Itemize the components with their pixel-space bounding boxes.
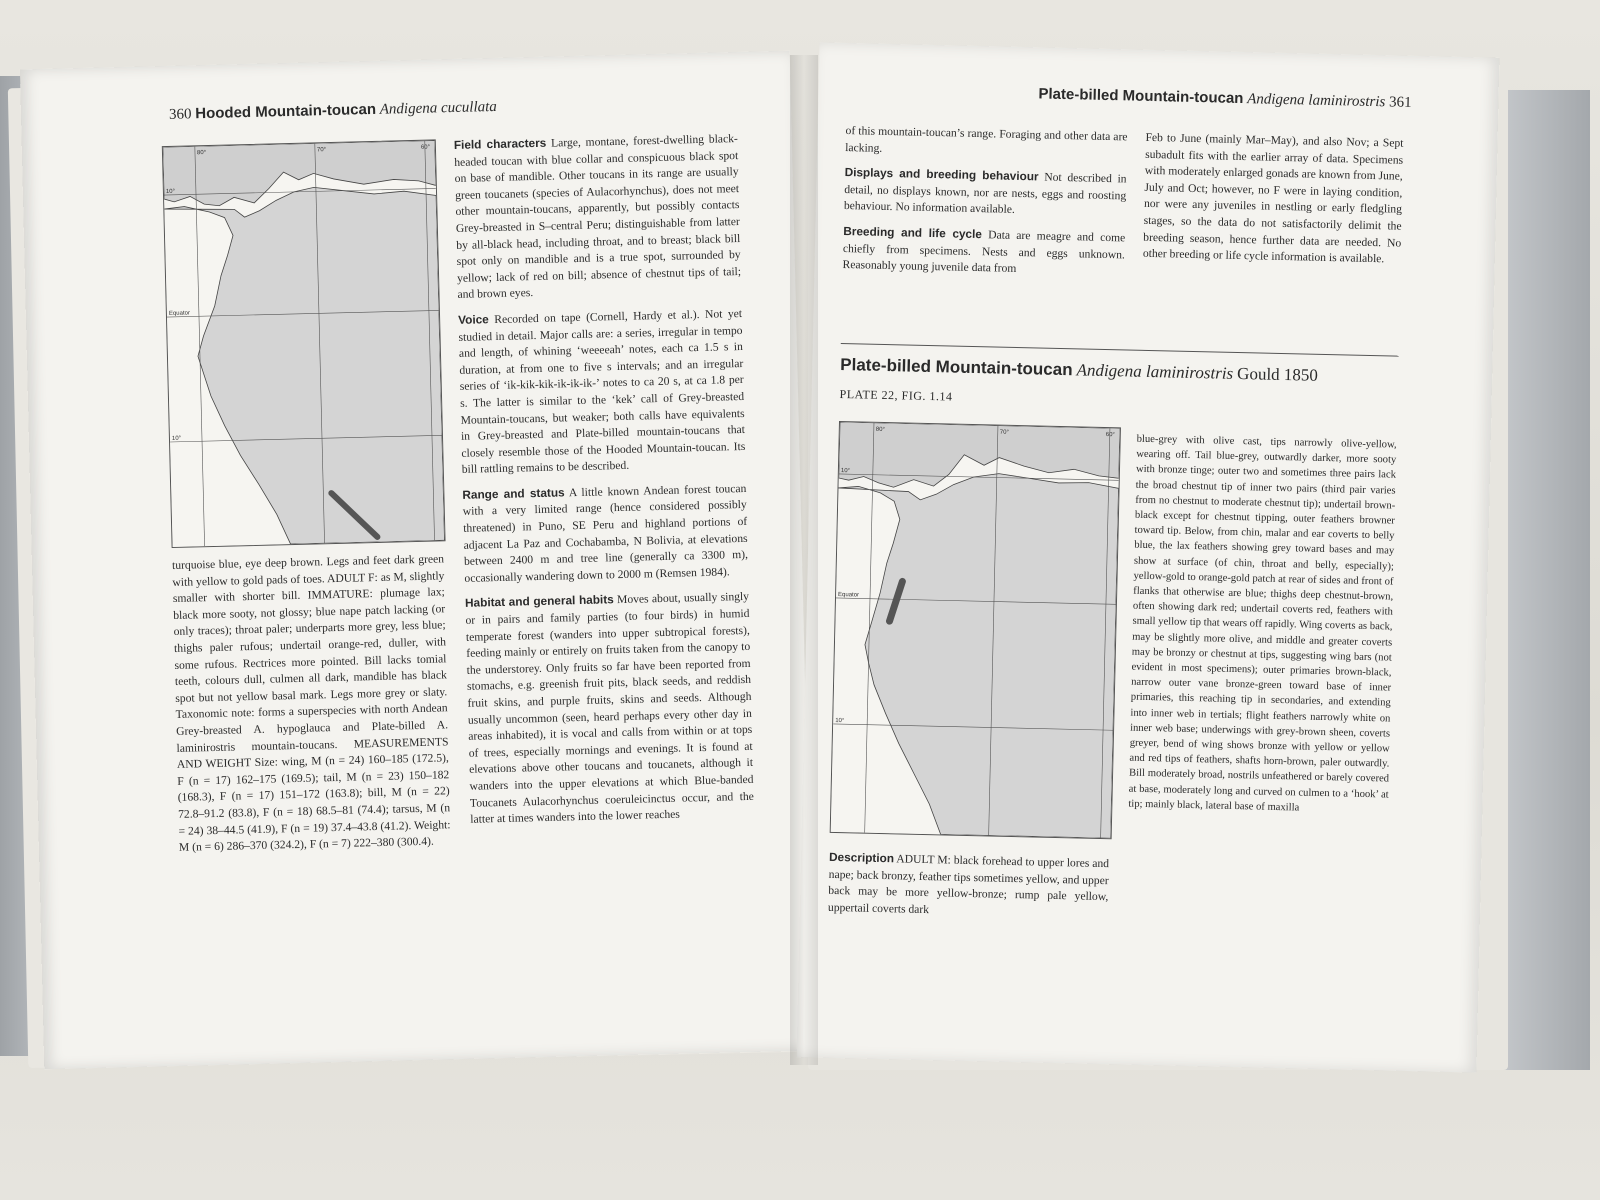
section-heading: Range and status (462, 485, 565, 502)
section-text: A little known Andean forest toucan with a very limited range (hence considered possibly threatened) in Puno, SE Peru and highland portions of adjacent La Paz and Cochabamba, N Bolivia, at elevations between 2400 m and tree line (generally ca 3300 m), occasionally wandering down to 2000 m (Remsen 1984). (462, 481, 749, 585)
page-number: 360 (168, 106, 192, 123)
section-text: Not described in detail, no displays known, nor are nests, eggs and roosting behaviour. No information available. (843, 170, 1127, 217)
section-habitat (465, 588, 755, 828)
range-map-plate-billed (830, 421, 1121, 839)
section-voice (458, 305, 746, 479)
section-field-characters (454, 130, 742, 304)
section-text: Large, montane, forest-dwelling black-headed toucan with blue collar and conspicuous black spot on base of mandible. Other toucans in its range are usually green toucanets (species of Aulacorhynchus), does not meet other mountain-toucans, apparently, but possibly contacts Grey-breasted in S–central Peru; distinguishable from latter by all-black head, including throat, and to breast; black bill spot only on mandible and is a true spot, surrounded by yellow; lack of red on bill; absence of chestnut tips of tail; and brown eyes. (454, 132, 742, 302)
section-heading: Displays and breeding behaviour (844, 165, 1039, 184)
map-lon-label: 60° (420, 144, 431, 151)
map-lon-label: 60° (1105, 432, 1115, 439)
species-authority: Gould 1850 (1236, 363, 1319, 385)
map-lon-label: 70° (316, 147, 327, 154)
right-description-column-b (1128, 432, 1397, 826)
species-scientific-name: Andigena laminirostris (1076, 360, 1234, 383)
book-gutter (790, 55, 818, 1065)
body-paragraph: of this mountain-toucan’s range. Foraging and other data are lacking. (845, 124, 1128, 155)
section-range (462, 480, 748, 587)
body-paragraph: Feb to June (mainly Mar–May), and also Nov; a Sept subadult fits with the earlier array of data. Specimens with moderately enlarged gonads are known from June, July and Oct; however, no F were in laying condition, nor were any juveniles in nestling or early fledgling stages, so the data do not satisfactorily delimit the breeding season, hence further data are needed. No other breeding or life cycle information is available. (1142, 130, 1404, 266)
species-name: Hooded Mountain-toucan (195, 100, 377, 123)
map-lon-label: 70° (999, 429, 1009, 436)
map-lat-label: 10° (840, 468, 851, 475)
section-divider (841, 343, 1399, 357)
section-text: Data are meagre and come chiefly from specimens. Nests and eggs unknown. Reasonably young juvenile data from (842, 228, 1126, 276)
map-lon-label: 80° (875, 426, 885, 433)
body-paragraph: blue-grey with olive cast, tips narrowly olive-yellow, wearing off. Tail blue-grey, outwardly darker, more sooty with bronze tinge; outer two and sometimes three pairs lack the broad chestnut tip of inner two pairs (third pair varies from no chestnut to moderate chestnut tip); undertail brown-black except for chestnut tipping, outer feathers browner toward tip. Below, from chin, malar and ear coverts to belly blue, the lax feathers showing grey toward bases and may show at surface (of chin, throat and belly, especially); yellow-gold to orange-gold patch at rear of sides and front of flanks that otherwise are blue; thighs deep chestnut-brown, often showing dark red; undertail coverts red, feathers with small yellow tip that wears off rapidly. Wing coverts as back, may be slightly more olive, and middle and greater coverts may be bronzy or chestnut at tips, suggesting wing bars (not evident in most specimens); outer primaries brown-black, narrow outer vane bronze-green toward base of inner primaries, this reaching tip in secondaries, and extending into inner web in tertials; flight feathers narrowly white on inner web base; underwings with grey-brown sheen, coverts greyer, bend of wing shows bronze with yellow or yellow and red tips of feathers, shafts horn-brown, paler outwardly. Bill moderately broad, nostrils unfeathered or barely covered at base, moderately long and curved on culmen to a ‘hook’ at tip; mainly black, lateral base of maxilla (1128, 433, 1397, 814)
species-section-title (840, 355, 1318, 386)
right-running-head (1038, 85, 1412, 111)
species-scientific-name: Andigena laminirostris (1246, 91, 1386, 111)
section-heading: Habitat and general habits (464, 592, 614, 611)
map-equator-label: Equator (838, 591, 860, 599)
species-scientific-name: Andigena cucullata (379, 98, 498, 118)
section-text: Moves about, usually singly or in pairs and family parties (to four birds) in humid temperate forest (wanders into upper subtropical forests), feeding mainly or entirely on fruits taken from the canopy to the understorey. Only fruits so far have been reported from stomachs, e.g. greenish fruit pits, black seeds, and reddish fruit skins, and purple fruits, skins and seeds. Although usually uncommon (seen, heard perhaps every other day in areas inhabited), it is vocal and calls from within or at tops of trees, especially mornings and evenings. It is found at elevations above other toucans and toucanets, although it wanders into the upper elevations at which Blue-banded Toucanets Aulacorhynchus coeruleicinctus occur, and the latter at times wanders into the lower reaches (465, 590, 755, 826)
range-map-hooded (162, 139, 446, 548)
right-description-column-a (828, 849, 1110, 931)
section-text: Recorded on tape (Cornell, Hardy et al.). Not yet studied in detail. Major calls are: a series, irregular in tempo and length, of whining ‘weeeeah’ notes, each ca 1.5 s in duration, at from one to five s intervals; and an irregular series of ‘ik-kik-kik-ik-ik-ik-’ notes to ca 20 s, at ca 1.8 per s. The latter is similar to the ‘kek’ call of Grey-breasted Mountain-toucans, but weaker; both calls have equivalents in Grey-breasted and Plate-billed mountain-toucans that closely resemble those of the Hooded Mountain-toucan. Its bill rattling remains to be described. (458, 306, 746, 477)
page-number: 361 (1388, 94, 1412, 111)
species-name: Plate-billed Mountain-toucan (1038, 85, 1244, 108)
section-heading: Description (828, 849, 895, 866)
map-lat-label: 10° (835, 717, 845, 725)
section-heading: Field characters (453, 135, 547, 152)
species-name: Plate-billed Mountain-toucan (840, 354, 1073, 380)
body-paragraph: turquoise blue, eye deep brown. Legs and feet dark green with yellow to gold pads of toes. ADULT F: as M, slightly smaller with shorter bill. IMMATURE: plumage lax; black more sooty, not glossy; blue nape patch lacking (or only traces); throat paler; underparts more grey, less blue; thighs paler rufous; undertail orange-red, duller, with some rufous. Rectrices more pointed. Bill lacks tomial teeth, colours dull, culmen all dark, mandible has black spot but not yellow basal mark. Legs more grey or slaty. Taxonomic note: forms a superspecies with north Andean Grey-breasted A. hypoglauca and Plate-billed A. laminirostris mountain-toucans. MEASUREMENTS AND WEIGHT Size: wing, M (n = 24) 160–185 (172.5), F (n = 17) 162–175 (169.5); tail, M (n = 23) 150–182 (168.3), F (n = 17) 151–172 (163.8); bill, M (n = 22) 72.8–91.2 (83.8), F (n = 18) 68.5–81 (74.4); tarsus, M (n = 24) 38–44.5 (41.9), F (n = 19) 37.4–43.8 (41.2). Weight: M (n = 6) 286–370 (324.2), F (n = 7) 222–380 (300.4). (171, 552, 451, 854)
section-heading: Breeding and life cycle (843, 223, 983, 242)
plate-reference: PLATE 22, FIG. 1.14 (839, 386, 953, 404)
section-text: ADULT M: black forehead to upper lores and nape; back bronzy, feather tips sometimes yellow, and upper back may be more yellow-bronze; rump pale yellow, uppertail coverts dark (827, 852, 1110, 916)
map-lon-label: 80° (196, 150, 207, 157)
left-column-b (454, 130, 755, 836)
right-page (797, 42, 1500, 1072)
right-top-column-b (1143, 130, 1404, 277)
section-displays (844, 164, 1127, 221)
map-equator-label: Equator (168, 310, 190, 317)
left-page (20, 51, 814, 1070)
right-top-column-a (842, 123, 1128, 288)
map-lat-label: 10° (165, 188, 176, 196)
left-column-a (172, 551, 451, 864)
map-lat-label: 10° (171, 435, 182, 442)
section-heading: Voice (457, 312, 489, 327)
left-running-head (169, 98, 497, 124)
section-description (828, 849, 1109, 923)
section-breeding (842, 223, 1125, 280)
